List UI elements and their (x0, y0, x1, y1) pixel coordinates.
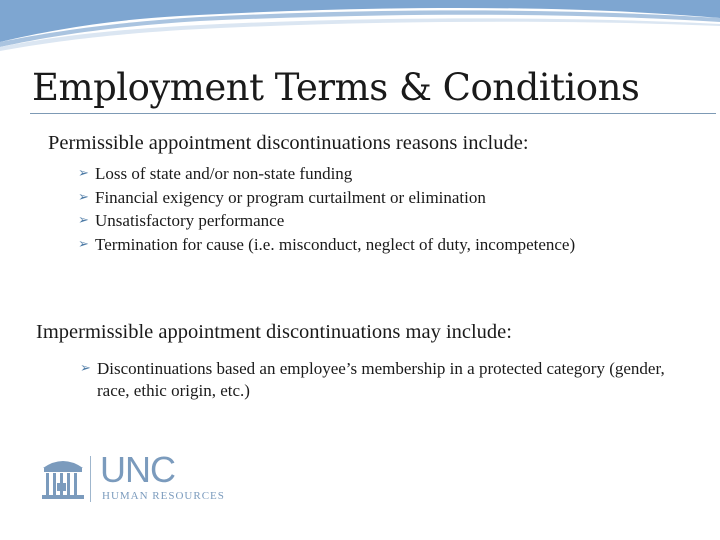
list-item: ➢ Financial exigency or program curtailment or elimination (78, 187, 486, 207)
arrow-bullet-icon: ➢ (78, 236, 89, 252)
arrow-bullet-icon: ➢ (80, 361, 91, 376)
title-divider (30, 113, 716, 114)
list-item: ➢ Loss of state and/or non-state funding (78, 164, 353, 183)
logo-divider (90, 456, 91, 502)
logo-wordmark: UNC (100, 449, 175, 490)
arrow-bullet-icon: ➢ (78, 189, 89, 205)
impermissible-heading: Impermissible appointment discontinuations may include: (36, 321, 512, 343)
list-item: ➢ Termination for cause (i.e. misconduct, neglect of duty, incompetence) (78, 234, 576, 254)
header-swoosh-light (0, 18, 720, 51)
slide-title: Employment Terms & Conditions (32, 66, 640, 109)
old-well-icon (40, 452, 86, 502)
impermissible-list (80, 358, 700, 404)
list-item: ➢ Discontinuations based an employee’s membership in a protected category (gender, race, ethic origin, etc.) (80, 359, 665, 400)
arrow-bullet-icon: ➢ (78, 166, 89, 181)
logo-subtitle: HUMAN RESOURCES (102, 490, 225, 502)
list-item: ➢ Unsatisfactory performance (78, 211, 285, 230)
permissible-heading: Permissible appointment discontinuations reasons include: (48, 132, 529, 154)
header-decoration (0, 0, 720, 60)
arrow-bullet-icon: ➢ (78, 213, 89, 228)
permissible-list (78, 163, 678, 257)
